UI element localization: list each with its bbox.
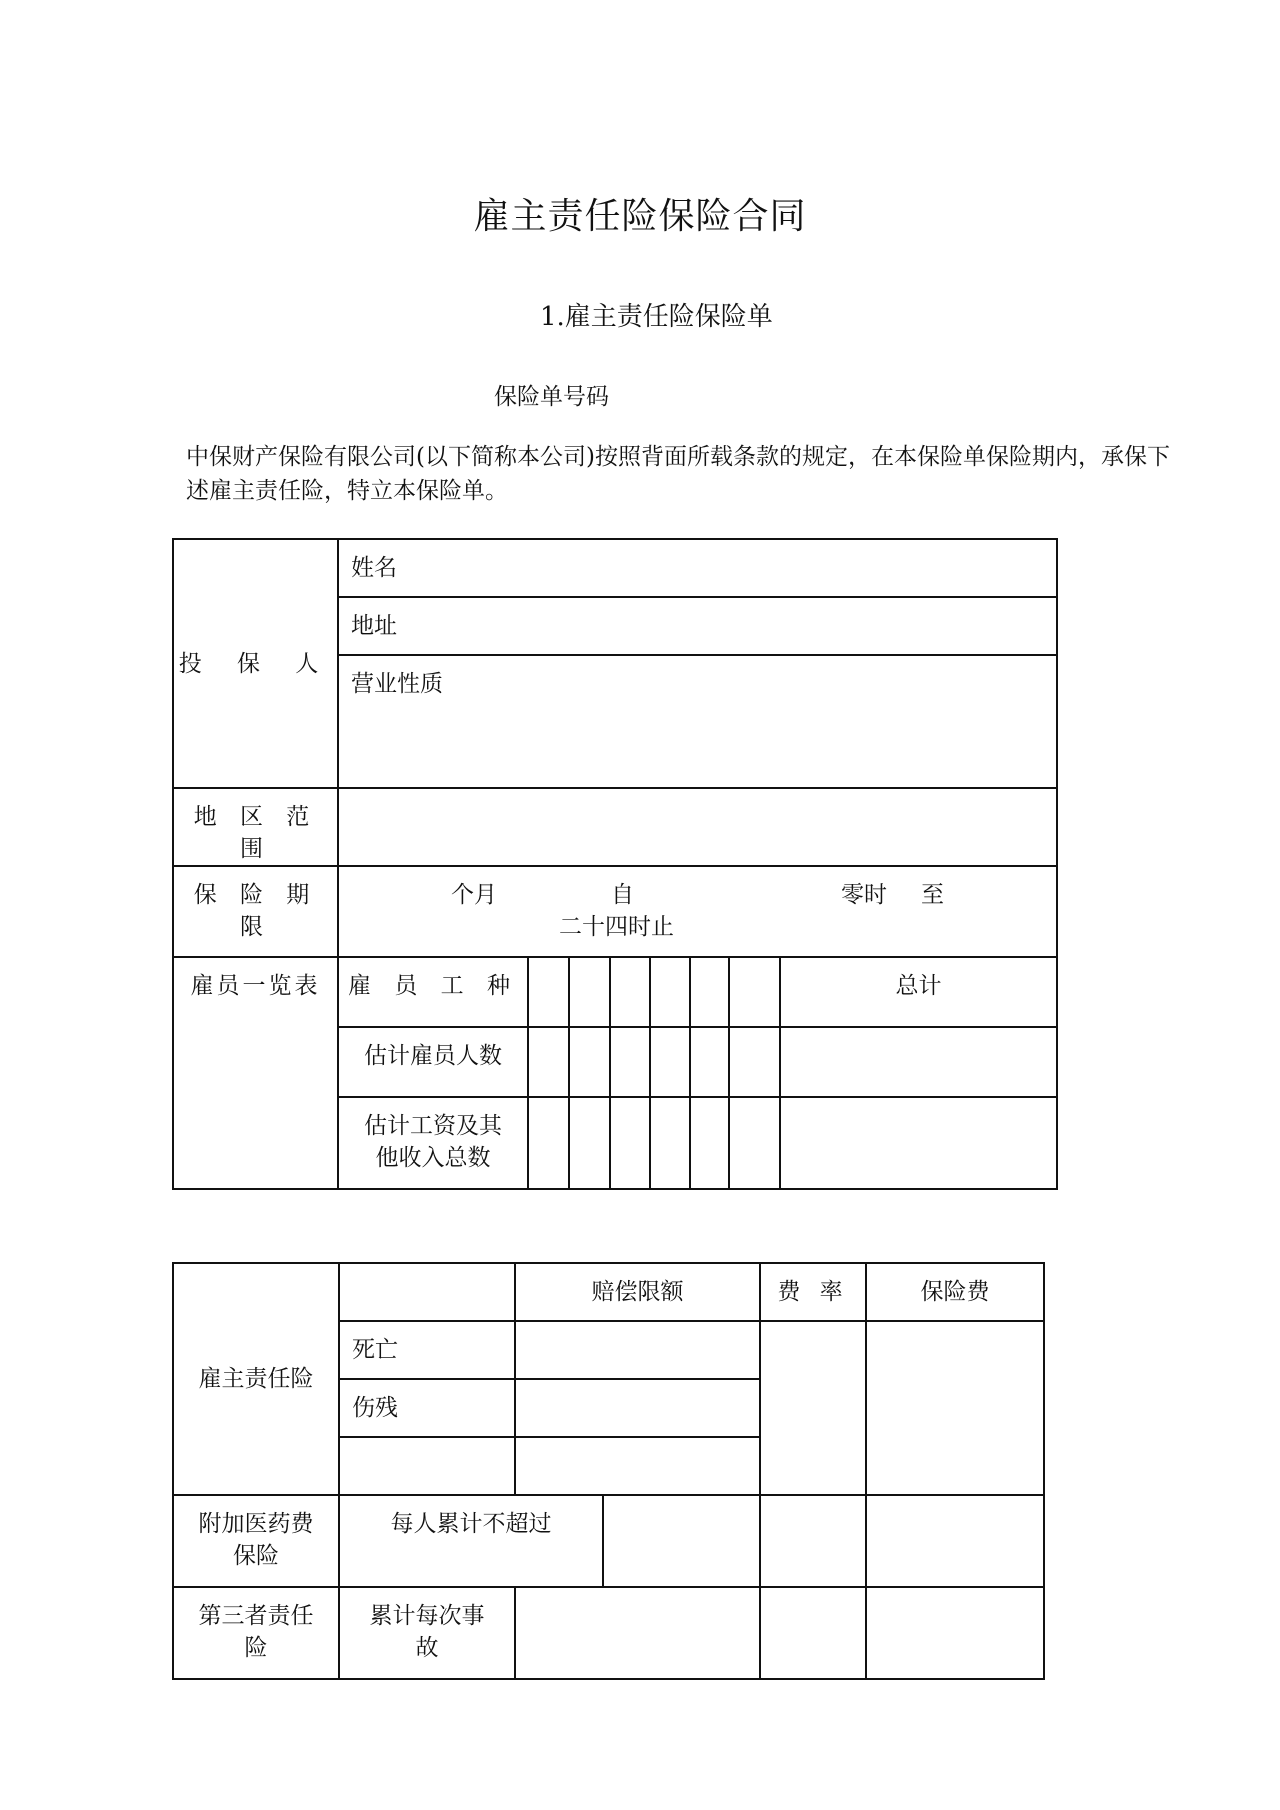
disability-label: 伤残 xyxy=(352,1395,398,1421)
insured-label-cell xyxy=(173,539,338,788)
rate-label: 费 率 xyxy=(777,1279,849,1305)
coverage-table xyxy=(172,1262,1045,1680)
est-wages-cell-4[interactable] xyxy=(650,1097,690,1189)
region-label-cell xyxy=(173,788,338,866)
insured-label: 投 保 人 xyxy=(178,650,333,677)
death-label: 死亡 xyxy=(352,1337,398,1363)
compensation-limit-label: 赔偿限额 xyxy=(591,1279,684,1305)
est-wages-cell-3[interactable] xyxy=(610,1097,650,1189)
business-nature-label: 营业性质 xyxy=(351,671,443,697)
medical-rate-cell[interactable] xyxy=(760,1495,866,1587)
address-cell[interactable] xyxy=(338,597,1057,655)
per-person-label-cell xyxy=(339,1495,603,1587)
est-employees-cell-1[interactable] xyxy=(528,1027,569,1097)
est-wages-total-cell[interactable] xyxy=(780,1097,1057,1189)
policy-info-table xyxy=(172,538,1058,1190)
per-accident-label-line1: 累计每次事 xyxy=(369,1603,485,1629)
period-zero-hour: 零时 xyxy=(841,882,887,908)
est-wages-cell-5[interactable] xyxy=(690,1097,729,1189)
per-accident-label-line2: 故 xyxy=(415,1635,439,1661)
est-employees-cell-2[interactable] xyxy=(569,1027,610,1097)
death-label-cell xyxy=(339,1321,515,1379)
employer-liability-label: 雇主责任险 xyxy=(198,1366,314,1392)
page-subtitle: 1.雇主责任险保险单 xyxy=(540,302,773,332)
per-accident-label-cell xyxy=(339,1587,515,1679)
disability-limit-cell[interactable] xyxy=(515,1379,760,1437)
third-party-label-cell xyxy=(173,1587,339,1679)
policy-number-label: 保险单号码 xyxy=(494,384,609,410)
period-label-cell xyxy=(173,866,338,957)
employer-premium-cell[interactable] xyxy=(866,1321,1044,1495)
third-party-rate-cell[interactable] xyxy=(760,1587,866,1679)
compensation-limit-header xyxy=(515,1263,760,1321)
premium-header xyxy=(866,1263,1044,1321)
job-type-cell-3[interactable] xyxy=(610,957,650,1027)
est-employees-label-cell xyxy=(338,1027,528,1097)
period-value-cell[interactable] xyxy=(338,866,1057,957)
employee-list-label-cell xyxy=(173,957,338,1189)
job-type-cell-2[interactable] xyxy=(569,957,610,1027)
est-wages-label-line2: 他收入总数 xyxy=(375,1145,491,1171)
est-wages-label-line1: 估计工资及其 xyxy=(364,1113,502,1139)
est-wages-cell-6[interactable] xyxy=(729,1097,780,1189)
job-type-cell-4[interactable] xyxy=(650,957,690,1027)
name-cell[interactable] xyxy=(338,539,1057,597)
total-label-cell xyxy=(780,957,1057,1027)
est-employees-cell-3[interactable] xyxy=(610,1027,650,1097)
est-employees-cell-5[interactable] xyxy=(690,1027,729,1097)
est-wages-cell-1[interactable] xyxy=(528,1097,569,1189)
job-type-cell-1[interactable] xyxy=(528,957,569,1027)
extra-limit-cell[interactable] xyxy=(515,1437,760,1495)
employer-rate-cell[interactable] xyxy=(760,1321,866,1495)
employer-liability-label-cell xyxy=(173,1263,339,1495)
per-person-label: 每人累计不超过 xyxy=(390,1511,552,1537)
period-end: 二十四时止 xyxy=(559,914,674,940)
est-employees-cell-4[interactable] xyxy=(650,1027,690,1097)
medical-label-line1: 附加医药费 xyxy=(198,1511,314,1537)
employee-list-label: 雇员一览表 xyxy=(190,973,321,999)
business-nature-cell[interactable] xyxy=(338,655,1057,788)
page-title: 雇主责任险保险合同 xyxy=(473,196,807,237)
job-type-cell-6[interactable] xyxy=(729,957,780,1027)
third-party-label-line2: 险 xyxy=(244,1635,268,1661)
est-wages-cell-2[interactable] xyxy=(569,1097,610,1189)
premium-label: 保险费 xyxy=(920,1279,990,1305)
extra-item-cell[interactable] xyxy=(339,1437,515,1495)
region-label: 地 区 范 围 xyxy=(193,804,318,862)
third-party-limit-cell[interactable] xyxy=(515,1587,760,1679)
medical-label-cell xyxy=(173,1495,339,1587)
job-type-cell-5[interactable] xyxy=(690,957,729,1027)
est-employees-cell-6[interactable] xyxy=(729,1027,780,1097)
period-to: 至 xyxy=(921,882,944,908)
third-party-label-line1: 第三者责任 xyxy=(198,1603,314,1629)
period-from: 自 xyxy=(611,882,634,908)
job-type-label-cell xyxy=(338,957,528,1027)
address-label: 地址 xyxy=(351,613,397,639)
third-party-premium-cell[interactable] xyxy=(866,1587,1044,1679)
est-employees-total-cell[interactable] xyxy=(780,1027,1057,1097)
death-limit-cell[interactable] xyxy=(515,1321,760,1379)
period-months: 个月 xyxy=(451,882,497,908)
region-value-cell[interactable] xyxy=(338,788,1057,866)
est-wages-label-cell xyxy=(338,1097,528,1189)
total-label: 总计 xyxy=(895,973,942,999)
job-type-label: 雇 员 工 种 xyxy=(348,973,518,999)
medical-label-line2: 保险 xyxy=(233,1543,279,1569)
header-blank-cell xyxy=(339,1263,515,1321)
disability-label-cell xyxy=(339,1379,515,1437)
name-label: 姓名 xyxy=(351,555,397,581)
est-employees-label: 估计雇员人数 xyxy=(364,1043,502,1069)
medical-premium-cell[interactable] xyxy=(866,1495,1044,1587)
medical-limit-cell[interactable] xyxy=(603,1495,760,1587)
rate-header xyxy=(760,1263,866,1321)
intro-paragraph: 中保财产保险有限公司(以下简称本公司)按照背面所载条款的规定，在本保险单保险期内，承保下述雇主责任险，特立本保险单。 xyxy=(186,444,1170,504)
period-label: 保 险 期 限 xyxy=(193,882,318,940)
